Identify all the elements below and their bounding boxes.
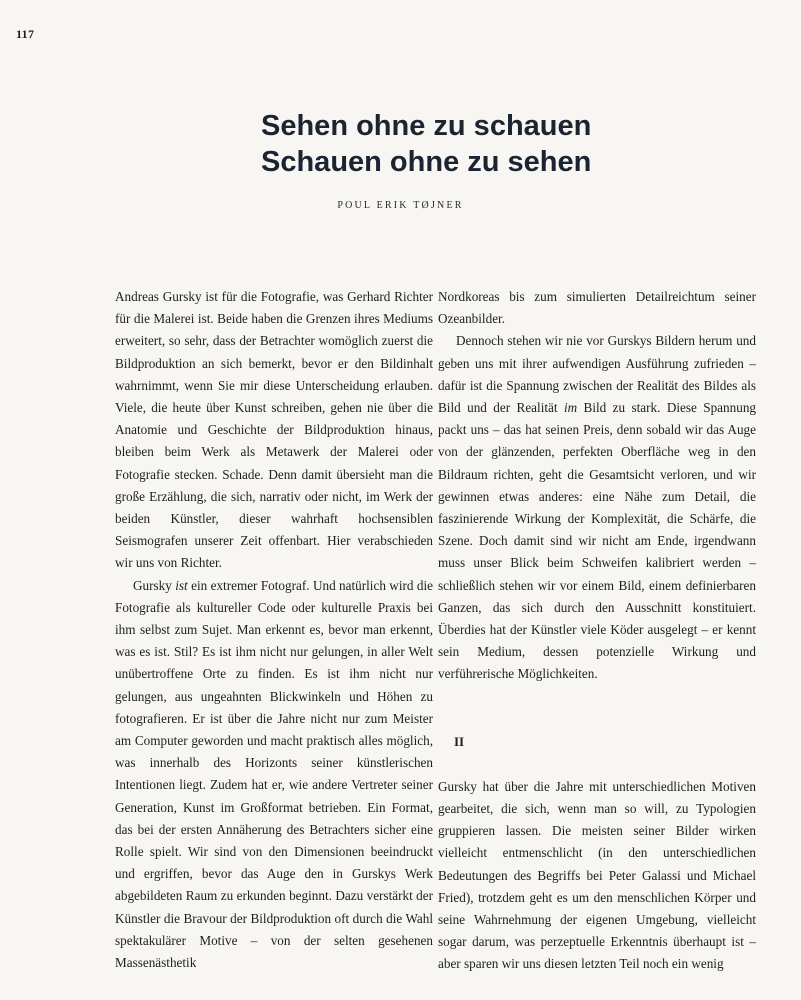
text-column-right xyxy=(438,286,756,976)
paragraph-text: Dennoch stehen wir nie vor Gurskys Bildern herum und geben uns mit ihrer aufwendigen Ausführung zufrieden – dafür ist die Spannung zwischen der Realität des Bildes als Bild und der Realität xyxy=(438,333,756,416)
page-number: 117 xyxy=(16,27,35,41)
paragraph: Nordkoreas bis zum simulierten Detailreichtum seiner Ozeanbilder. xyxy=(438,289,756,327)
article-title xyxy=(261,108,681,180)
paragraph xyxy=(438,330,756,685)
title-line-2: Schauen ohne zu sehen xyxy=(261,146,592,178)
paragraph: Andreas Gursky ist für die Fotografie, was Gerhard Richter für die Malerei ist. Beide haben die Grenzen ihres Mediums erweitert, so sehr, dass der Betrachter womöglich zuerst die Bildproduktion an sich bemerkt, bevor er den Bildinhalt wahrnimmt, wenn Sie mir diese Unterscheidung erlauben. Viele, die heute über Kunst schreiben, gehen nie über die Anatomie und Geschichte der Bildproduktion hinaus, bleiben beim Werk als Metawerk der Malerei oder Fotografie stecken. Schade. Denn damit übersieht man die große Erzählung, die sich, narrativ oder nicht, im Werk der beiden Künstler, dieser wahrhaft hochsensiblen Seismografen unserer Zeit offenbart. Hier verabschieden wir uns von Richter. xyxy=(115,289,433,571)
paragraph-text: Gursky xyxy=(133,577,176,593)
section-heading: II xyxy=(454,733,465,749)
text-column-left xyxy=(115,286,433,974)
paragraph-text: Bild zu stark. Diese Spannung packt uns – das hat seinen Preis, denn sobald wir das Auge von der glänzenden, perfekten Oberfläche weg in den Bildraum richten, geht die Gesamtsicht verloren, und wir gewinnen etwas anderes: eine Nähe zum Detail, die faszinierende Wirkung der Komplexität, die Schärfe, die Szene. Doch damit sind wir nicht am Ende, irgendwann muss unser Blick beim Schweifen kalibriert werden – schließlich stehen wir vor einem Bild, einem definierbaren Ganzen, das sich durch den Ausschnitt konstituiert. Überdies hat der Künstler viele Köder ausgelegt – er kennt sein Medium, dessen potenzielle Wirkung und verführerische Möglichkeiten. xyxy=(438,400,757,682)
paragraph-text: ein extremer Fotograf. Und natürlich wird die Fotografie als kultureller Code oder kulturelle Praxis bei ihm selbst zum Sujet. Man erkennt es, bevor man erkennt, was es ist. Stil? Es ist ihm nicht nur gelungen, in aller Welt unübertroffene Orte zu finden. Es ist ihm nicht nur gelungen, aus ungeahnten Blickwinkeln und Höhen zu fotografieren. Er ist über die Jahre nicht nur zum Meister am Computer geworden und macht praktisch alles möglich, was innerhalb des Horizonts seiner künstlerischen Intentionen liegt. Zudem hat er, wie andere Vertreter seiner Generation, Kunst im Großformat betrieben. Ein Format, das bei der ersten Annäherung des Betrachters sicher eine Rolle spielt. Wir sind von den Dimensionen beeindruckt und ergriffen, bevor das Auge den in Gurskys Werk abgebildeten Raum zu erkunden beginnt. Dazu verstärkt der Künstler die Bravour der Bildproduktion oft durch die Wahl spektakulärer Motive – von der selten gesehenen Massenästhetik xyxy=(115,577,433,971)
paragraph: Gursky hat über die Jahre mit unterschiedlichen Motiven gearbeitet, die sich, wenn man so will, zu Typologien gruppieren lassen. Die meisten seiner Bilder wirken vielleicht entmenschlicht (in den unterschiedlichen Bedeutungen des Begriffs bei Peter Galassi und Michael Fried), trotzdem geht es um den menschlichen Körper und seine Wahrnehmung der eigenen Umgebung, vielleicht sogar darum, was perzeptuelle Erkenntnis überhaupt ist – aber sparen wir uns diesen letzten Teil noch ein wenig xyxy=(438,778,756,972)
paragraph xyxy=(115,575,433,975)
emphasis-text: ist xyxy=(175,577,188,593)
author-byline: POUL ERIK TØJNER xyxy=(337,200,464,211)
title-line-1: Sehen ohne zu schauen xyxy=(261,110,592,142)
emphasis-text: im xyxy=(563,400,578,416)
